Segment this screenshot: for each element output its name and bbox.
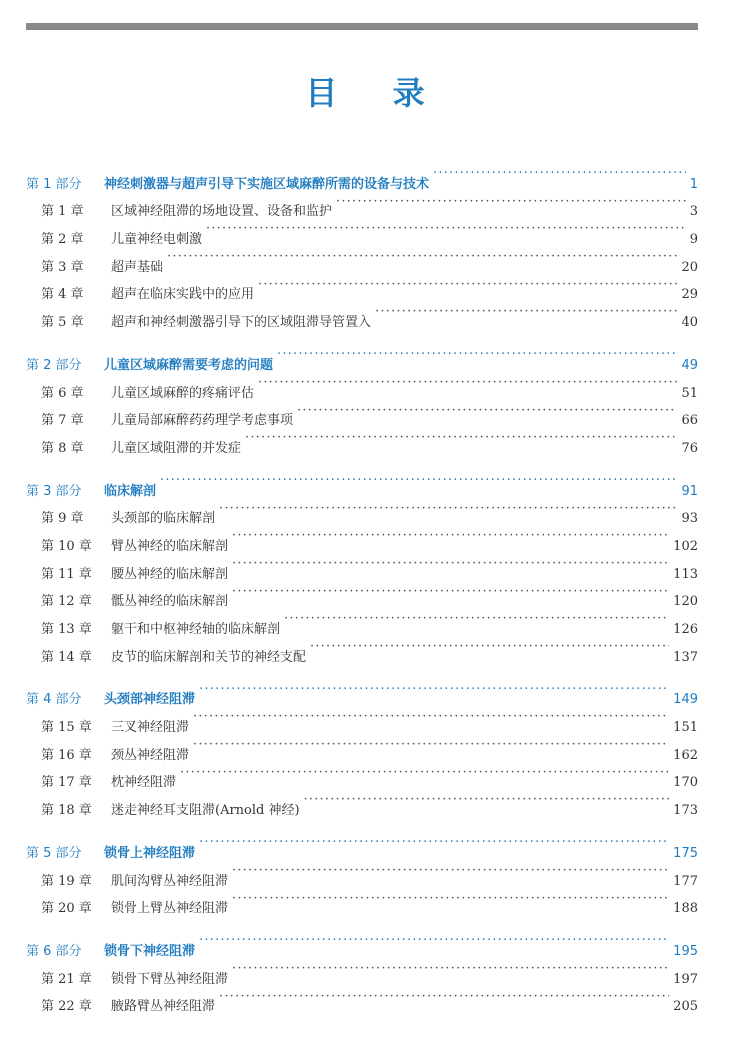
chapter-entry-page-number: 205 (673, 999, 698, 1015)
chapter-entry-number: 第 17 章 (41, 775, 92, 791)
dot-leader (232, 955, 669, 983)
chapter-entry-page-number: 126 (673, 622, 698, 637)
dot-leader (277, 341, 677, 369)
chapter-entry-number: 第 15 章 (41, 720, 92, 736)
chapter-entry-title: 区域神经阻滞的场地设置、设备和监护 (111, 204, 333, 220)
chapter-entry-page-number: 188 (673, 901, 698, 917)
chapter-entry-title: 臂丛神经的临床解剖 (111, 538, 229, 554)
part-heading-number: 第 2 部分 (26, 357, 82, 373)
chapter-entry-title: 儿童神经电刺激 (111, 232, 203, 248)
dot-leader (297, 397, 677, 425)
chapter-entry-page-number: 93 (681, 511, 698, 527)
part-heading-page-number: 149 (673, 692, 698, 708)
part-heading[interactable] (26, 467, 698, 499)
part-heading-title: 锁骨上神经阻滞 (104, 845, 196, 861)
chapter-entry-number: 第 16 章 (41, 747, 92, 763)
chapter-entry-title: 骶丛神经的临床解剖 (111, 594, 229, 610)
table-of-contents (26, 160, 698, 1015)
chapter-entry-page-number: 120 (673, 594, 698, 610)
chapter-entry-page-number: 66 (681, 413, 698, 429)
part-heading[interactable] (26, 927, 698, 959)
part-heading-title: 锁骨下神经阻滞 (104, 943, 196, 959)
dot-leader (206, 215, 686, 243)
chapter-entry-title: 颈丛神经阻滞 (111, 747, 190, 763)
chapter-entry-title: 皮节的临床解剖和关节的神经支配 (111, 649, 307, 665)
chapter-entry-title: 枕神经阻滞 (111, 775, 177, 791)
chapter-entry-title: 腋路臂丛神经阻滞 (111, 999, 216, 1015)
part-heading-page-number: 195 (673, 943, 698, 959)
dot-leader (199, 676, 669, 704)
part-heading[interactable] (26, 676, 698, 708)
chapter-entry-number: 第 21 章 (41, 971, 92, 987)
part-heading-page-number: 175 (673, 845, 698, 861)
toc-section (26, 341, 698, 456)
part-heading-number: 第 6 部分 (26, 943, 82, 959)
chapter-entry-title: 躯干和中枢神经轴的临床解剖 (111, 622, 281, 637)
dot-leader (232, 578, 669, 606)
chapter-entry-page-number: 76 (681, 440, 698, 456)
chapter-entry-number: 第 11 章 (41, 566, 92, 582)
page-title: 目 录 (305, 74, 447, 112)
chapter-entry-number: 第 20 章 (41, 901, 92, 917)
chapter-entry-page-number: 29 (681, 287, 698, 303)
dot-leader (193, 731, 669, 759)
part-heading-number: 第 3 部分 (26, 483, 82, 499)
toc-section (26, 676, 698, 819)
dot-leader (284, 605, 669, 633)
part-heading-page-number: 91 (681, 483, 698, 499)
chapter-entry-number: 第 12 章 (41, 594, 92, 610)
chapter-entry-title: 锁骨下臂丛神经阻滞 (111, 971, 229, 987)
dot-leader (258, 271, 677, 299)
chapter-entry-title: 儿童局部麻醉药药理学考虑事项 (111, 413, 294, 429)
chapter-entry-title: 儿童区域阻滞的并发症 (111, 440, 242, 456)
dot-leader (199, 829, 669, 857)
dot-leader (232, 522, 669, 550)
part-heading-title: 神经刺激器与超声引导下实施区域麻醉所需的设备与技术 (104, 176, 430, 192)
part-heading-page-number: 49 (681, 357, 698, 373)
chapter-entry-page-number: 9 (689, 232, 698, 248)
chapter-entry-title: 超声和神经刺激器引导下的区域阻滞导管置入 (111, 315, 372, 331)
chapter-entry-number: 第 7 章 (41, 413, 84, 429)
chapter-entry-page-number: 51 (681, 385, 698, 401)
part-heading[interactable] (26, 829, 698, 861)
chapter-entry-number: 第 22 章 (41, 999, 92, 1015)
dot-leader (258, 369, 677, 397)
toc-section (26, 829, 698, 917)
chapter-entry-number: 第 3 章 (41, 259, 84, 275)
chapter-entry-title: 肌间沟臂丛神经阻滞 (111, 873, 229, 889)
dot-leader (219, 983, 669, 1011)
toc-section (26, 927, 698, 1015)
top-rule (26, 23, 698, 30)
chapter-entry-page-number: 137 (673, 649, 698, 665)
chapter-entry-page-number: 40 (681, 315, 698, 331)
chapter-entry-number: 第 14 章 (41, 649, 92, 665)
chapter-entry-title: 超声基础 (111, 259, 164, 275)
chapter-entry-number: 第 19 章 (41, 873, 92, 889)
part-heading[interactable] (26, 160, 698, 192)
part-heading-number: 第 1 部分 (26, 176, 82, 192)
dot-leader (304, 786, 670, 814)
part-heading-title: 儿童区域麻醉需要考虑的问题 (104, 357, 274, 373)
chapter-entry-title: 头颈部的临床解剖 (111, 511, 216, 527)
chapter-entry-number: 第 18 章 (41, 803, 92, 819)
chapter-entry-page-number: 177 (673, 873, 698, 889)
chapter-entry-page-number: 151 (673, 720, 698, 736)
dot-leader (180, 759, 669, 787)
chapter-entry-number: 第 1 章 (41, 204, 84, 220)
chapter-entry-page-number: 173 (673, 803, 698, 819)
part-heading[interactable] (26, 341, 698, 373)
chapter-entry-number: 第 8 章 (41, 440, 84, 456)
dot-leader (160, 467, 677, 495)
part-heading-number: 第 5 部分 (26, 845, 82, 861)
chapter-entry-page-number: 170 (673, 775, 698, 791)
chapter-entry-title: 超声在临床实践中的应用 (111, 287, 255, 303)
toc-section (26, 160, 698, 331)
chapter-entry-number: 第 10 章 (41, 538, 92, 554)
chapter-entry-page-number: 197 (673, 971, 698, 987)
chapter-entry-page-number: 3 (689, 204, 698, 220)
chapter-entry-title: 三叉神经阻滞 (111, 720, 190, 736)
dot-leader (199, 927, 669, 955)
part-heading-page-number: 1 (689, 176, 698, 192)
dot-leader (232, 550, 669, 578)
dot-leader (167, 243, 677, 271)
dot-leader (245, 424, 677, 452)
dot-leader (219, 495, 677, 523)
part-heading-number: 第 4 部分 (26, 692, 82, 708)
chapter-entry-number: 第 6 章 (41, 385, 84, 401)
chapter-entry-number: 第 5 章 (41, 315, 84, 331)
chapter-entry-number: 第 9 章 (41, 511, 84, 527)
toc-section (26, 467, 698, 665)
dot-leader (310, 633, 669, 661)
chapter-entry-page-number: 162 (673, 747, 698, 763)
dot-leader (336, 188, 686, 216)
dot-leader (433, 160, 686, 188)
chapter-entry-title: 腰丛神经的临床解剖 (111, 566, 229, 582)
dot-leader (232, 857, 669, 885)
part-heading-title: 临床解剖 (104, 483, 157, 499)
dot-leader (193, 703, 669, 731)
dot-leader (375, 298, 677, 326)
chapter-entry-page-number: 102 (673, 538, 698, 554)
chapter-entry-page-number: 113 (673, 566, 698, 582)
dot-leader (232, 885, 669, 913)
chapter-entry-title: 儿童区域麻醉的疼痛评估 (111, 385, 255, 401)
chapter-entry-title: 锁骨上臂丛神经阻滞 (111, 901, 229, 917)
chapter-entry-number: 第 13 章 (41, 622, 92, 637)
chapter-entry-number: 第 2 章 (41, 232, 84, 248)
chapter-entry-page-number: 20 (681, 259, 698, 275)
chapter-entry-title: 迷走神经耳支阻滞(Arnold 神经) (111, 803, 300, 819)
chapter-entry-number: 第 4 章 (41, 287, 84, 303)
part-heading-title: 头颈部神经阻滞 (104, 692, 196, 708)
